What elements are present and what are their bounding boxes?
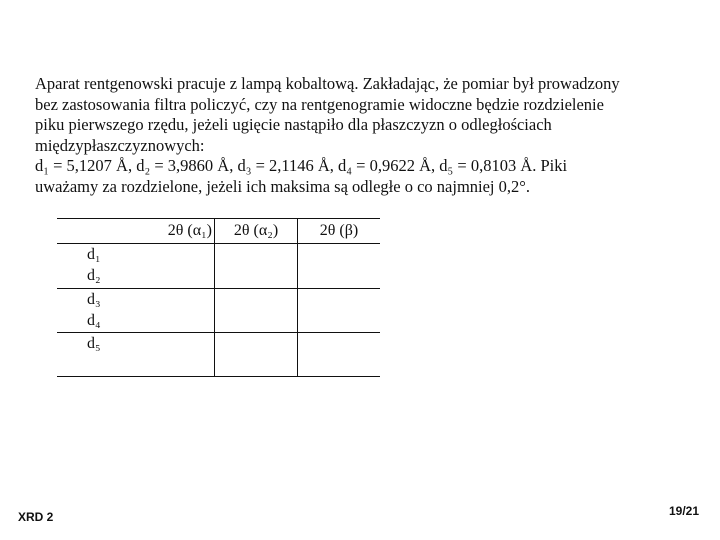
problem-line: piku pierwszego rzędu, jeżeli ugięcie nastąpiło dla płaszczyzn o odległościach — [35, 115, 552, 134]
row-labels — [57, 289, 215, 333]
header-alpha1: 2θ (α₁) — [57, 219, 215, 244]
answer-cell — [215, 333, 298, 377]
header-beta: 2θ (β) — [298, 219, 381, 244]
problem-line: bez zastosowania filtra policzyć, czy na rentgenogramie widoczne będzie rozdzielenie — [35, 94, 604, 114]
row-label-d2: d₂ — [87, 267, 101, 284]
answer-cell — [298, 244, 381, 289]
slide-footer-title: XRD 2 — [18, 510, 54, 524]
row-label-d1: d₁ — [87, 246, 101, 263]
row-label-d3: d₃ — [87, 291, 101, 308]
page-number: 19/21 — [668, 504, 699, 518]
problem-statement — [35, 74, 695, 197]
table-row — [57, 333, 380, 377]
answer-cell — [298, 289, 381, 333]
answer-cell — [298, 333, 381, 377]
answer-cell — [215, 289, 298, 333]
answer-table — [57, 218, 380, 377]
row-label-d4: d₄ — [87, 312, 101, 329]
header-alpha2: 2θ (α₂) — [215, 219, 298, 244]
answer-cell — [215, 244, 298, 289]
row-labels — [57, 244, 215, 289]
table-header-row — [57, 219, 380, 244]
problem-line: uważamy za rozdzielone, jeżeli ich maksima są odległe o co najmniej 0,2°. — [35, 176, 530, 196]
problem-line: d₁ = 5,1207 Å, d₂ = 3,9860 Å, d₃ = 2,1146 Å, d₄ = 0,9622 Å, d₅ = 0,8103 Å. Piki — [35, 156, 568, 175]
table-row — [57, 289, 380, 333]
row-label-d5: d₅ — [87, 335, 101, 352]
problem-line: międzypłaszczyznowych: — [35, 135, 205, 155]
problem-line: Aparat rentgenowski pracuje z lampą kobaltową. Zakładając, że pomiar był prowadzony — [35, 74, 620, 93]
row-labels — [57, 333, 215, 377]
table-row — [57, 244, 380, 289]
